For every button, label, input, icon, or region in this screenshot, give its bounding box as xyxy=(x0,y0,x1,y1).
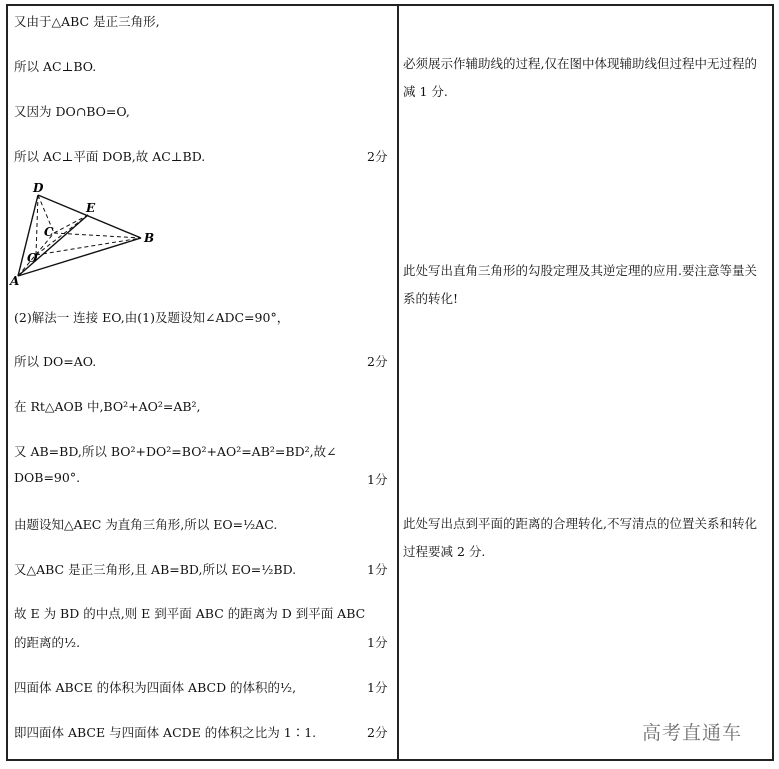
column-divider xyxy=(397,4,399,761)
grading-note: 此处写出直角三角形的勾股定理及其逆定理的应用.要注意等量关系的转化! xyxy=(403,263,757,306)
watermark-text: 高考直通车 xyxy=(642,722,743,744)
solution-line: DOB=90°. xyxy=(14,470,81,485)
score-label: 1分 xyxy=(367,680,388,695)
grading-note: 此处写出点到平面的距离的合理转化,不写清点的位置关系和转化过程要减 2 分. xyxy=(403,516,757,559)
score-label: 1分 xyxy=(367,472,388,487)
label-E: E xyxy=(86,201,96,215)
solution-line: 又 AB=BD,所以 BO²+DO²=BO²+AO²=AB²=BD²,故∠ xyxy=(14,444,337,459)
label-O: O xyxy=(27,251,38,265)
solution-line: (2)解法一 连接 EO,由(1)及题设知∠ADC=90°， xyxy=(14,310,290,325)
solution-line: 即四面体 ABCE 与四面体 ACDE 的体积之比为 1∶1. xyxy=(14,725,317,740)
tetrahedron-figure xyxy=(8,178,168,290)
label-D: D xyxy=(33,181,44,195)
solution-line: 的距离的½. xyxy=(14,635,81,650)
score-label: 2分 xyxy=(367,149,388,164)
solution-line: 又因为 DO∩BO=O, xyxy=(14,104,130,119)
label-C: C xyxy=(44,225,54,239)
grading-note: 必须展示作辅助线的过程,仅在图中体现辅助线但过程中无过程的减 1 分. xyxy=(403,56,757,99)
solution-line: 又由于△ABC 是正三角形, xyxy=(14,14,160,29)
score-label: 1分 xyxy=(367,635,388,650)
solution-line: 又△ABC 是正三角形,且 AB=BD,所以 EO=½BD. xyxy=(14,562,297,577)
solution-line: 由题设知△AEC 为直角三角形,所以 EO=½AC. xyxy=(14,517,278,532)
label-A: A xyxy=(10,274,20,288)
solution-line: 四面体 ABCE 的体积为四面体 ABCD 的体积的½, xyxy=(14,680,297,695)
solution-line: 所以 AC⊥平面 DOB,故 AC⊥BD. xyxy=(14,149,206,164)
label-B: B xyxy=(144,231,155,245)
solution-line: 所以 AC⊥BO. xyxy=(14,59,97,74)
score-label: 2分 xyxy=(367,354,388,369)
score-label: 2分 xyxy=(367,725,388,740)
solution-line: 故 E 为 BD 的中点,则 E 到平面 ABC 的距离为 D 到平面 ABC xyxy=(14,606,366,621)
solution-line: 在 Rt△AOB 中,BO²+AO²=AB², xyxy=(14,399,201,414)
score-label: 1分 xyxy=(367,562,388,577)
solution-line: 所以 DO=AO. xyxy=(14,354,97,369)
